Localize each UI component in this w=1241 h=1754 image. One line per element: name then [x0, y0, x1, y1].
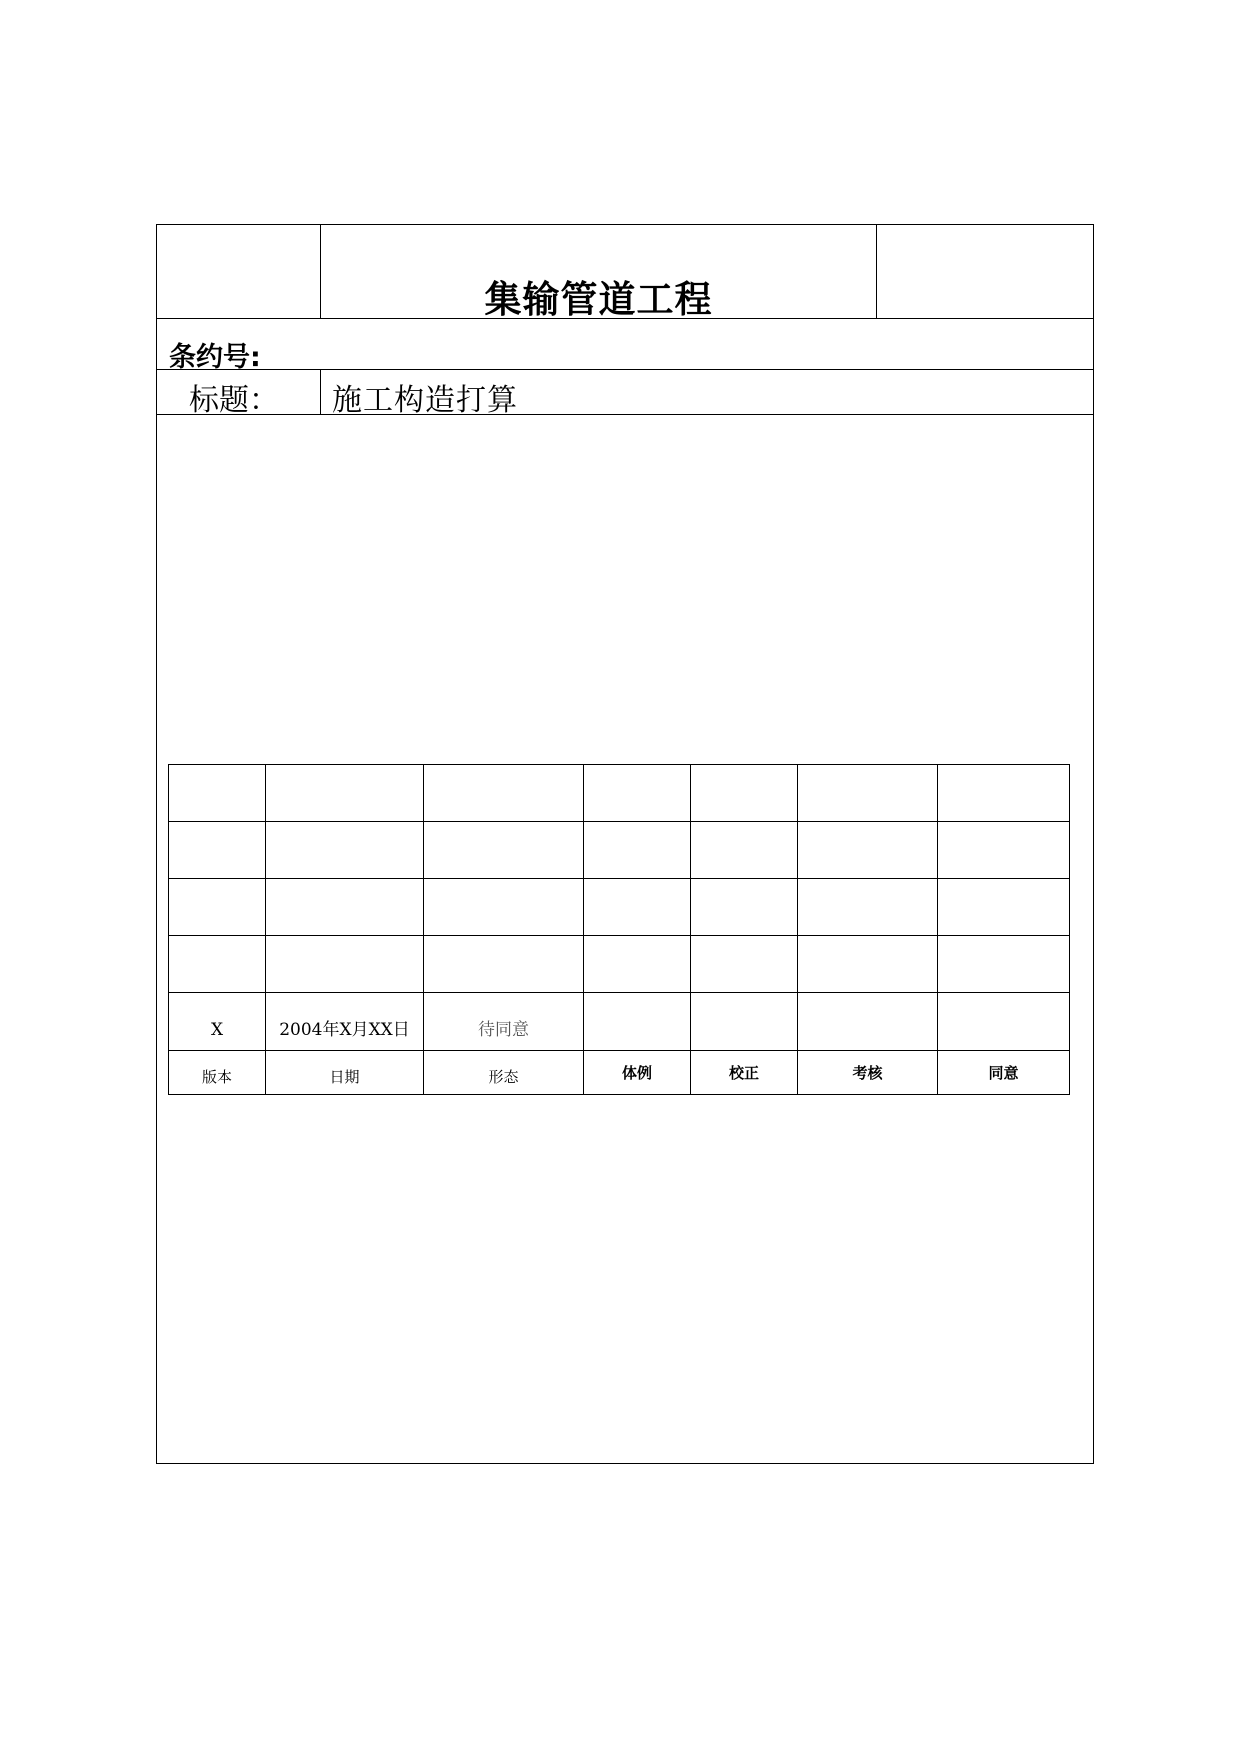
column-header-approve: 同意	[938, 1051, 1070, 1095]
table-cell	[938, 879, 1070, 936]
column-header-version: 版本	[169, 1051, 266, 1095]
review-cell	[798, 993, 938, 1051]
table-cell	[938, 822, 1070, 879]
subject-cell-divider	[320, 369, 321, 414]
column-header-check: 校正	[691, 1051, 798, 1095]
project-title: 集输管道工程	[484, 278, 713, 321]
column-header-date: 日期	[266, 1051, 424, 1095]
column-header-review: 考核	[798, 1051, 938, 1095]
table-row	[169, 936, 1070, 993]
contract-number-label: 条约号:	[169, 342, 261, 373]
table-cell	[584, 765, 691, 822]
version-cell: X	[169, 993, 266, 1051]
table-cell	[169, 822, 266, 879]
revision-header-row	[169, 1051, 1070, 1095]
date-cell: 2004年X月XX日	[266, 993, 424, 1051]
table-cell	[691, 936, 798, 993]
table-row	[169, 879, 1070, 936]
column-header-status: 形态	[424, 1051, 584, 1095]
revision-table	[168, 764, 1070, 1095]
approve-cell	[938, 993, 1070, 1051]
subject-divider	[157, 414, 1093, 415]
table-cell	[424, 822, 584, 879]
subject-label: 标题：	[189, 383, 279, 418]
subject-value: 施工构造打算	[332, 383, 518, 418]
table-cell	[798, 765, 938, 822]
status-cell: 待同意	[424, 993, 584, 1051]
table-cell	[584, 936, 691, 993]
table-cell	[169, 765, 266, 822]
table-cell	[424, 765, 584, 822]
revision-entry-row	[169, 993, 1070, 1051]
contract-divider	[157, 369, 1093, 370]
column-header-design: 体例	[584, 1051, 691, 1095]
table-row	[169, 765, 1070, 822]
table-cell	[266, 765, 424, 822]
table-cell	[938, 765, 1070, 822]
table-cell	[266, 879, 424, 936]
table-cell	[169, 936, 266, 993]
table-cell	[424, 879, 584, 936]
table-cell	[691, 879, 798, 936]
check-cell	[691, 993, 798, 1051]
table-cell	[938, 936, 1070, 993]
table-cell	[584, 822, 691, 879]
table-cell	[798, 936, 938, 993]
table-cell	[169, 879, 266, 936]
right-cell-divider	[876, 225, 877, 318]
table-cell	[798, 879, 938, 936]
table-cell	[266, 822, 424, 879]
design-cell	[584, 993, 691, 1051]
table-cell	[798, 822, 938, 879]
table-cell	[424, 936, 584, 993]
table-cell	[266, 936, 424, 993]
table-cell	[584, 879, 691, 936]
table-cell	[691, 822, 798, 879]
table-cell	[691, 765, 798, 822]
table-row	[169, 822, 1070, 879]
